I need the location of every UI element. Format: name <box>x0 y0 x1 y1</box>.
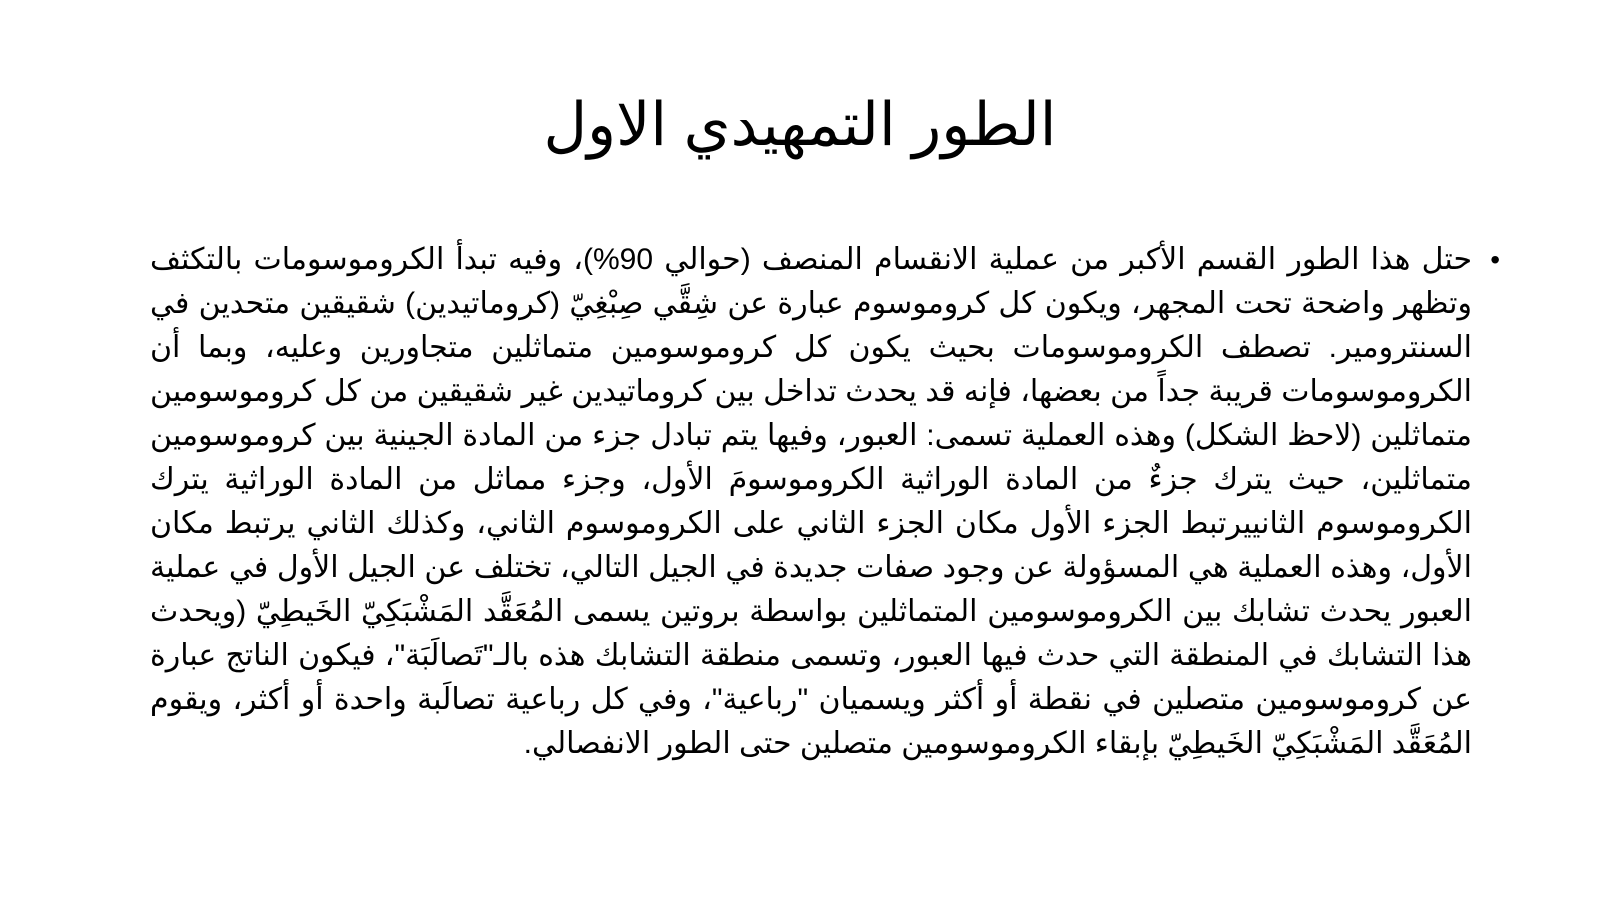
bullet-icon: • <box>1490 244 1500 275</box>
slide-title: الطور التمهيدي الاول <box>543 91 1057 158</box>
bullet-item <box>140 238 1500 766</box>
slide-body <box>140 238 1500 766</box>
bullet-text: حتل هذا الطور القسم الأكبر من عملية الانقسام المنصف (حوالي 90%)، وفيه تبدأ الكروموسومات بالتكثف وتظهر واضحة تحت المجهر، ويكون كل كروموسوم عبارة عن شِقَّي صِبْغِيّ (كروماتيدين) شقيقين متحدين في السنترومير. تصطف الكروموسومات بحيث يكون كل كروموسومين متماثلين متجاورين وعليه، وبما أن الكروموسومات قريبة جداً من بعضها، فإنه قد يحدث تداخل بين كروماتيدين غير شقيقين من كل كروموسومين متماثلين (لاحظ الشكل) وهذه العملية تسمى: العبور، وفيها يتم تبادل جزء من المادة الجينية بين كروموسومين متماثلين، حيث يترك جزءٌ من المادة الوراثية الكروموسومَ الأول، وجزء مماثل من المادة الوراثية يترك الكروموسوم الثانييرتبط الجزء الأول مكان الجزء الثاني على الكروموسوم الثاني، وكذلك الثاني يرتبط مكان الأول، وهذه العملية هي المسؤولة عن وجود صفات جديدة في الجيل التالي، تختلف عن الجيل الأول في عملية العبور يحدث تشابك بين الكروموسومين المتماثلين بواسطة بروتين يسمى المُعَقَّد المَشْبَكِيّ الخَيطِيّ (ويحدث هذا التشابك في المنطقة التي حدث فيها العبور، وتسمى منطقة التشابك هذه بالـ"تَصالَبَة"، فيكون الناتج عبارة عن كروموسومين متصلين في نقطة أو أكثر ويسميان "رباعية"، وفي كل رباعية تصالَبة واحدة أو أكثر، ويقوم المُعَقَّد المَشْبَكِيّ الخَيطِيّ بإبقاء الكروموسومين متصلين حتى الطور الانفصالي. <box>150 243 1472 760</box>
